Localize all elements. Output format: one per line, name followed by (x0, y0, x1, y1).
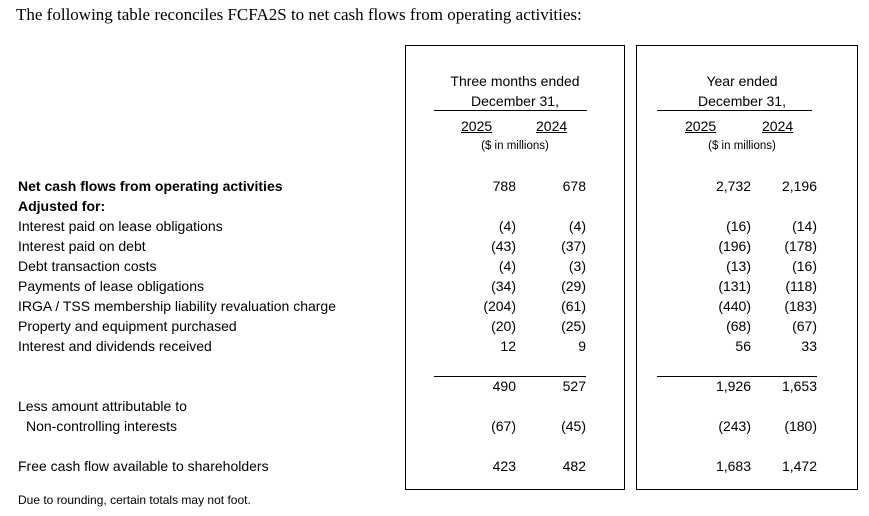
three-months-units: ($ in millions) (481, 140, 549, 152)
three-months-header-line2: December 31, (471, 93, 559, 109)
subtotal-q2025: 490 (492, 378, 516, 394)
cell-y2024: (178) (784, 238, 817, 254)
cell-q2024: (25) (561, 318, 586, 334)
row-label: Net cash flows from operating activities (18, 178, 283, 194)
cell-q2025: (20) (491, 318, 516, 334)
cell-y2024: (16) (792, 258, 817, 274)
row-label: Interest paid on debt (18, 238, 146, 254)
fcf-y2025: 1,683 (715, 458, 751, 474)
three-months-year-2024: 2024 (536, 118, 568, 134)
cell-q2025: (204) (483, 298, 516, 314)
row-label: IRGA / TSS membership liability revaluation charge (18, 298, 336, 314)
fcf-q2024: 482 (562, 458, 586, 474)
year-year-2024: 2024 (762, 118, 794, 134)
cell-q2025: (34) (491, 278, 516, 294)
cell-q2024: (4) (568, 218, 586, 234)
year-header-line1: Year ended (706, 73, 778, 89)
cell-q2025: (4) (498, 218, 516, 234)
row-label: Adjusted for: (18, 198, 106, 214)
less-q2024: (45) (561, 418, 586, 434)
cell-y2025: (196) (718, 238, 751, 254)
cell-y2025: (13) (726, 258, 751, 274)
year-units: ($ in millions) (708, 140, 776, 152)
less-y2024: (180) (784, 418, 817, 434)
year-year-2025: 2025 (685, 118, 717, 134)
subtotal-q2024: 527 (562, 378, 586, 394)
subtotal-y2025: 1,926 (715, 378, 751, 394)
cell-y2024: 2,196 (781, 178, 817, 194)
fcf-q2025: 423 (492, 458, 516, 474)
intro-text: The following table reconciles FCFA2S to net cash flows from operating activities: (16, 5, 582, 24)
three-months-subtotal-rule (434, 376, 586, 377)
less-label-line1: Less amount attributable to (18, 398, 187, 414)
year-header-rule (657, 110, 812, 111)
footnote: Due to rounding, certain totals may not foot. (18, 493, 251, 507)
cell-q2024: (3) (568, 258, 586, 274)
row-label: Property and equipment purchased (18, 318, 237, 334)
cell-q2025: 12 (500, 338, 516, 354)
cell-q2025: 788 (492, 178, 516, 194)
cell-y2025: (440) (718, 298, 751, 314)
row-label: Payments of lease obligations (18, 278, 204, 294)
fcf-label: Free cash flow available to shareholders (18, 458, 269, 474)
fcf-y2024: 1,472 (781, 458, 817, 474)
less-q2025: (67) (491, 418, 516, 434)
three-months-year-2025: 2025 (461, 118, 493, 134)
row-label: Interest paid on lease obligations (18, 218, 223, 234)
cell-y2025: (16) (726, 218, 751, 234)
row-label: Interest and dividends received (18, 338, 212, 354)
three-months-header-rule (434, 110, 587, 111)
cell-y2025: 56 (735, 338, 751, 354)
cell-q2024: (29) (561, 278, 586, 294)
subtotal-y2024: 1,653 (781, 378, 817, 394)
less-label-line2: Non-controlling interests (26, 418, 177, 434)
cell-y2025: 2,732 (715, 178, 751, 194)
cell-y2025: (68) (726, 318, 751, 334)
cell-q2025: (43) (491, 238, 516, 254)
three-months-header-line1: Three months ended (450, 73, 580, 89)
cell-q2024: (61) (561, 298, 586, 314)
year-header-line2: December 31, (698, 93, 786, 109)
less-y2025: (243) (718, 418, 751, 434)
cell-q2025: (4) (498, 258, 516, 274)
cell-y2025: (131) (718, 278, 751, 294)
cell-y2024: (67) (792, 318, 817, 334)
year-subtotal-rule (657, 376, 817, 377)
cell-y2024: (183) (784, 298, 817, 314)
cell-q2024: 9 (578, 338, 586, 354)
cell-y2024: (14) (792, 218, 817, 234)
cell-y2024: (118) (785, 278, 817, 294)
cell-q2024: 678 (562, 178, 586, 194)
row-label: Debt transaction costs (18, 258, 157, 274)
cell-y2024: 33 (801, 338, 817, 354)
cell-q2024: (37) (561, 238, 586, 254)
